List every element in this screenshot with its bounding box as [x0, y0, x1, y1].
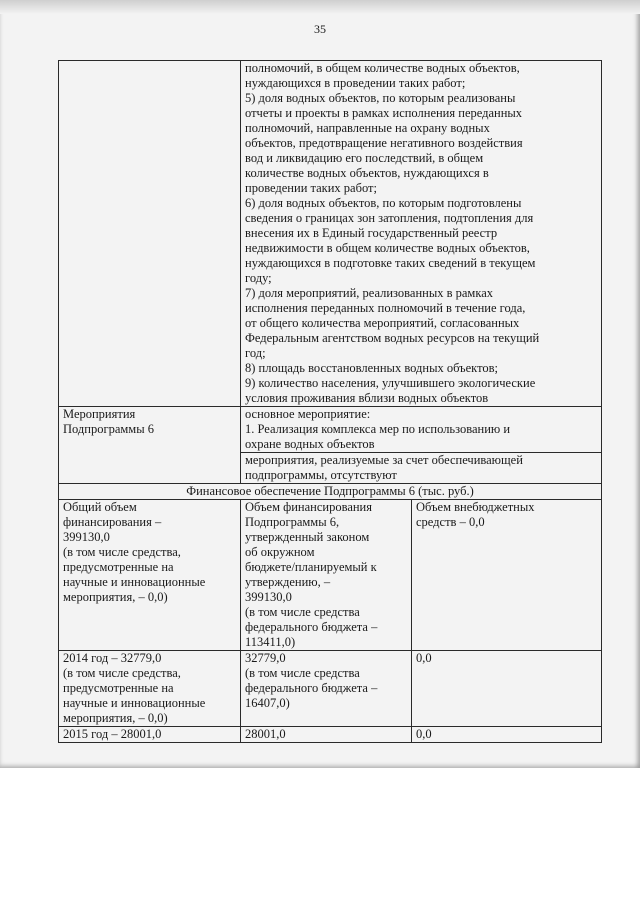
- text-line: внесения их в Единый государственный реестр: [245, 226, 498, 240]
- text-line: 16407,0): [245, 696, 290, 710]
- text-line: федерального бюджета –: [245, 620, 378, 634]
- measures-main-row: [59, 407, 602, 453]
- text-line: вод и ликвидацию его последствий, в общем: [245, 151, 484, 165]
- text-line: (в том числе средства,: [63, 545, 181, 559]
- text-line: объектов, предотвращение негативного воздействия: [245, 136, 523, 150]
- text-line: 8) площадь восстановленных водных объектов;: [245, 361, 498, 375]
- text-line: Объем внебюджетных: [416, 500, 535, 514]
- text-line: Подпрограммы 6,: [245, 515, 340, 529]
- finance-2014-col3: [412, 651, 602, 727]
- text-line: количестве водных объектов, нуждающихся в: [245, 166, 489, 180]
- measures-support-cell: [241, 453, 602, 484]
- text-line: научные и инновационные: [63, 575, 206, 589]
- finance-2015-row: [59, 727, 602, 743]
- finance-total-col2: [241, 500, 412, 651]
- text-line: 2015 год – 28001,0: [63, 727, 162, 741]
- text-line: 0,0: [416, 651, 432, 665]
- text-line: об окружном: [245, 545, 315, 559]
- text-line: нуждающихся в проведении таких работ;: [245, 76, 466, 90]
- text-line: предусмотренные на: [63, 560, 174, 574]
- text-line: сведения о границах зон затопления, подтопления для: [245, 211, 534, 225]
- text-line: Объем финансирования: [245, 500, 372, 514]
- text-line: (в том числе средства: [245, 605, 360, 619]
- text-line: недвижимости в общем количестве водных объектов,: [245, 241, 530, 255]
- finance-2015-col2: [241, 727, 412, 743]
- text-line: мероприятия, реализуемые за счет обеспечивающей: [245, 453, 523, 467]
- text-line: научные и инновационные: [63, 696, 206, 710]
- finance-2014-row: [59, 651, 602, 727]
- finance-2014-col1: [59, 651, 241, 727]
- text-line: 113411,0): [245, 635, 296, 649]
- finance-heading-row: [59, 484, 602, 500]
- text-line: проведении таких работ;: [245, 181, 377, 195]
- finance-total-row: [59, 500, 602, 651]
- indicators-label-cell: [59, 61, 241, 407]
- text-line: бюджете/планируемый к: [245, 560, 377, 574]
- text-line: исполнения переданных полномочий в течение года,: [245, 301, 526, 315]
- measures-label-cell: [59, 407, 241, 484]
- text-line: 0,0: [416, 727, 432, 741]
- text-line: утверждению, –: [245, 575, 331, 589]
- text-line: предусмотренные на: [63, 681, 174, 695]
- text-line: 399130,0: [245, 590, 292, 604]
- text-line: 9) количество населения, улучшившего экологические: [245, 376, 536, 390]
- text-line: финансирования –: [63, 515, 162, 529]
- text-line: мероприятия, – 0,0): [63, 590, 168, 604]
- measures-main-cell: [241, 407, 602, 453]
- text-line: основное мероприятие:: [245, 407, 371, 421]
- text-line: нуждающихся в подготовке таких сведений в текущем: [245, 256, 536, 270]
- text-line: средств – 0,0: [416, 515, 485, 529]
- text-line: полномочий, в общем количестве водных объектов,: [245, 61, 520, 75]
- scan-edge-shadow: [0, 0, 640, 14]
- blank-margin: [0, 768, 640, 905]
- text-line: 2014 год – 32779,0: [63, 651, 162, 665]
- indicators-continuation-row: [59, 61, 602, 407]
- text-line: (в том числе средства: [245, 666, 360, 680]
- text-line: отчеты и проекты в рамках исполнения переданных: [245, 106, 523, 120]
- text-line: Федеральным агентством водных ресурсов на текущий: [245, 331, 540, 345]
- text-line: охране водных объектов: [245, 437, 375, 451]
- text-line: году;: [245, 271, 272, 285]
- finance-2014-col2: [241, 651, 412, 727]
- text-line: Подпрограммы 6: [63, 422, 154, 436]
- finance-total-col3: [412, 500, 602, 651]
- text-line: Общий объем: [63, 500, 137, 514]
- finance-2015-col3: [412, 727, 602, 743]
- text-line: условия проживания вблизи водных объектов: [245, 391, 489, 405]
- text-line: год;: [245, 346, 266, 360]
- text-line: 28001,0: [245, 727, 286, 741]
- text-line: полномочий, направленные на охрану водных: [245, 121, 490, 135]
- text-line: 7) доля мероприятий, реализованных в рамках: [245, 286, 494, 300]
- subprogram-passport-table: [58, 60, 602, 743]
- text-line: 399130,0: [63, 530, 110, 544]
- text-line: утвержденный законом: [245, 530, 370, 544]
- text-line: 6) доля водных объектов, по которым подготовлены: [245, 196, 522, 210]
- text-line: федерального бюджета –: [245, 681, 378, 695]
- text-line: Мероприятия: [63, 407, 136, 421]
- text-line: 5) доля водных объектов, по которым реализованы: [245, 91, 516, 105]
- indicators-list-cell: [241, 61, 602, 407]
- text-line: (в том числе средства,: [63, 666, 181, 680]
- text-line: от общего количества мероприятий, согласованных: [245, 316, 520, 330]
- finance-heading: Финансовое обеспечение Подпрограммы 6 (тыс. руб.): [59, 484, 602, 500]
- text-line: 1. Реализация комплекса мер по использованию и: [245, 422, 511, 436]
- text-line: подпрограммы, отсутствуют: [245, 468, 397, 482]
- text-line: мероприятия, – 0,0): [63, 711, 168, 725]
- finance-2015-col1: [59, 727, 241, 743]
- text-line: 32779,0: [245, 651, 286, 665]
- page-number: 35: [314, 22, 326, 36]
- finance-total-col1: [59, 500, 241, 651]
